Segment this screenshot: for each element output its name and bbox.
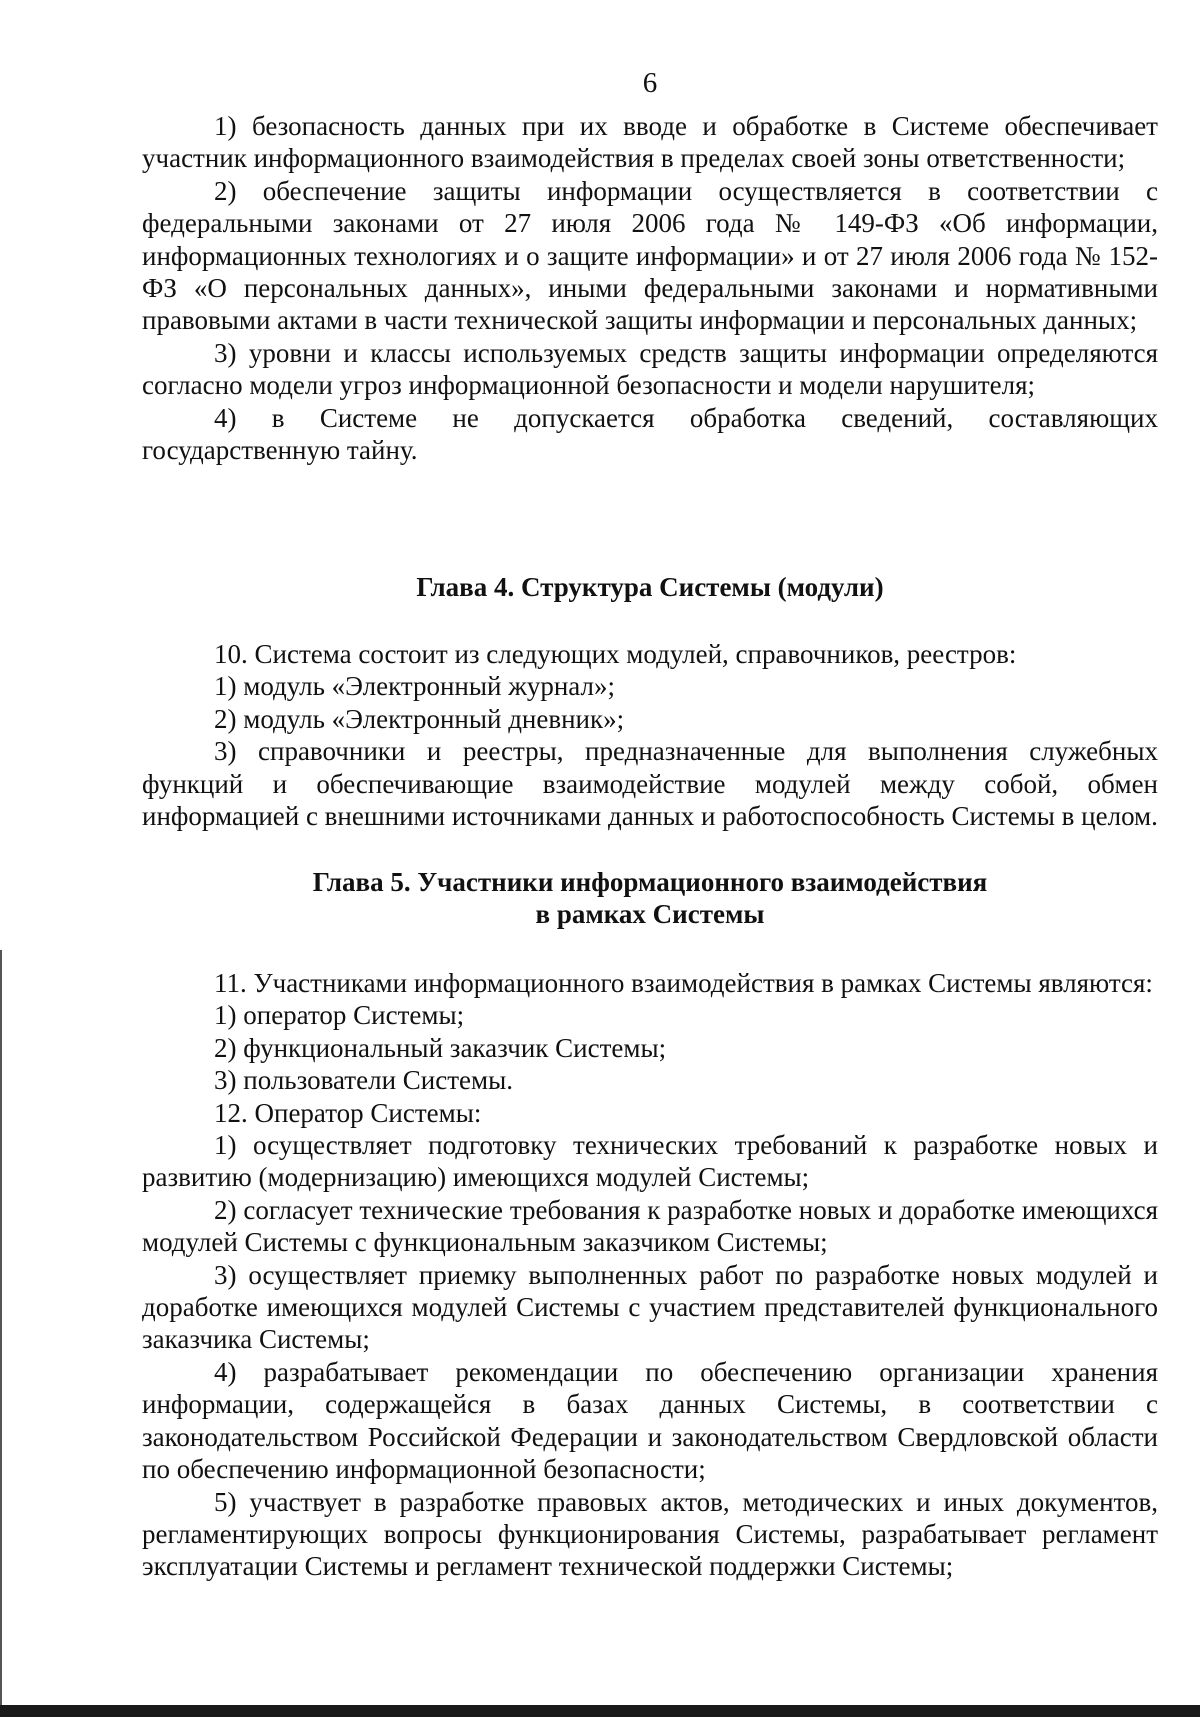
clause-paragraph: 2) функциональный заказчик Системы; xyxy=(214,1032,667,1063)
clause-paragraph: 2) согласует технические требования к разработке новых и доработке имеющихся модулей Системы с функциональным заказчиком Системы; xyxy=(142,1194,1158,1258)
chapter-5-heading-line-1: Глава 5. Участники информационного взаимодействия xyxy=(312,867,988,897)
participants-clauses xyxy=(142,967,1158,1583)
page-number: 6 xyxy=(642,67,658,99)
clause-paragraph: 1) осуществляет подготовку технических требований к разработке новых и развитию (модернизацию) имеющихся модулей Системы; xyxy=(142,1130,1158,1193)
chapter-5-heading xyxy=(142,866,1158,931)
clause-paragraph: 5) участвует в разработке правовых актов, методических и иных документов, регламентирующих вопросы функционирования Системы, разрабатывает регламент эксплуатации Системы и регламент технической поддержки Системы; xyxy=(142,1486,1158,1582)
clause-paragraph: 4) разрабатывает рекомендации по обеспечению организации хранения информации, содержащейся в базах данных Системы, в соответствии с законодательством Российской Федерации и законодательством Свердловской области по обеспечению информационной безопасности; xyxy=(142,1356,1158,1485)
structure-clauses xyxy=(142,638,1158,832)
clause-paragraph: 3) осуществляет приемку выполненных работ по разработке новых модулей и доработке имеющихся модулей Системы с участием представителей функционального заказчика Системы; xyxy=(142,1259,1158,1355)
clause-paragraph: 11. Участниками информационного взаимодействия в рамках Системы являются: xyxy=(214,968,1153,998)
clause-paragraph: 1) оператор Системы; xyxy=(214,1000,465,1031)
chapter-5-heading-line-2: в рамках Системы xyxy=(535,899,765,930)
chapter-4-heading: Глава 4. Структура Системы (модули) xyxy=(416,572,884,602)
clause-paragraph: 1) безопасность данных при их вводе и обработке в Системе обеспечивает участник информационного взаимодействия в пределах своей зоны ответственности; xyxy=(142,111,1158,174)
scan-edge-bottom xyxy=(0,1705,1200,1717)
clause-paragraph: 3) пользователи Системы. xyxy=(214,1065,513,1096)
clause-paragraph: 4) в Системе не допускается обработка сведений, составляющих государственную тайну. xyxy=(142,402,1158,466)
clause-paragraph: 1) модуль «Электронный журнал»; xyxy=(214,671,615,702)
clause-paragraph: 2) обеспечение защиты информации осуществляется в соответствии с федеральными законами от 27 июля 2006 года № 149-ФЗ «Об информации, информационных технологиях и о защите информации» и от 27 июля 2006 года № 152-ФЗ «О персональных данных», иными федеральными законами и нормативными правовыми актами в части технической защиты информации и персональных данных; xyxy=(142,175,1158,336)
clause-paragraph: 2) модуль «Электронный дневник»; xyxy=(214,703,625,734)
clause-paragraph: 3) справочники и реестры, предназначенные для выполнения служебных функций и обеспечивающие взаимодействие модулей между собой, обмен информацией с внешними источниками данных и работоспособность Системы в целом. xyxy=(142,736,1158,832)
clause-paragraph: 3) уровни и классы используемых средств защиты информации определяются согласно модели угроз информационной безопасности и модели нарушителя; xyxy=(142,337,1158,401)
scan-edge-left xyxy=(0,950,2,1717)
clause-paragraph: 10. Система состоит из следующих модулей, справочников, реестров: xyxy=(214,639,1017,669)
security-clauses xyxy=(142,110,1158,466)
clause-paragraph: 12. Оператор Системы: xyxy=(214,1097,482,1128)
